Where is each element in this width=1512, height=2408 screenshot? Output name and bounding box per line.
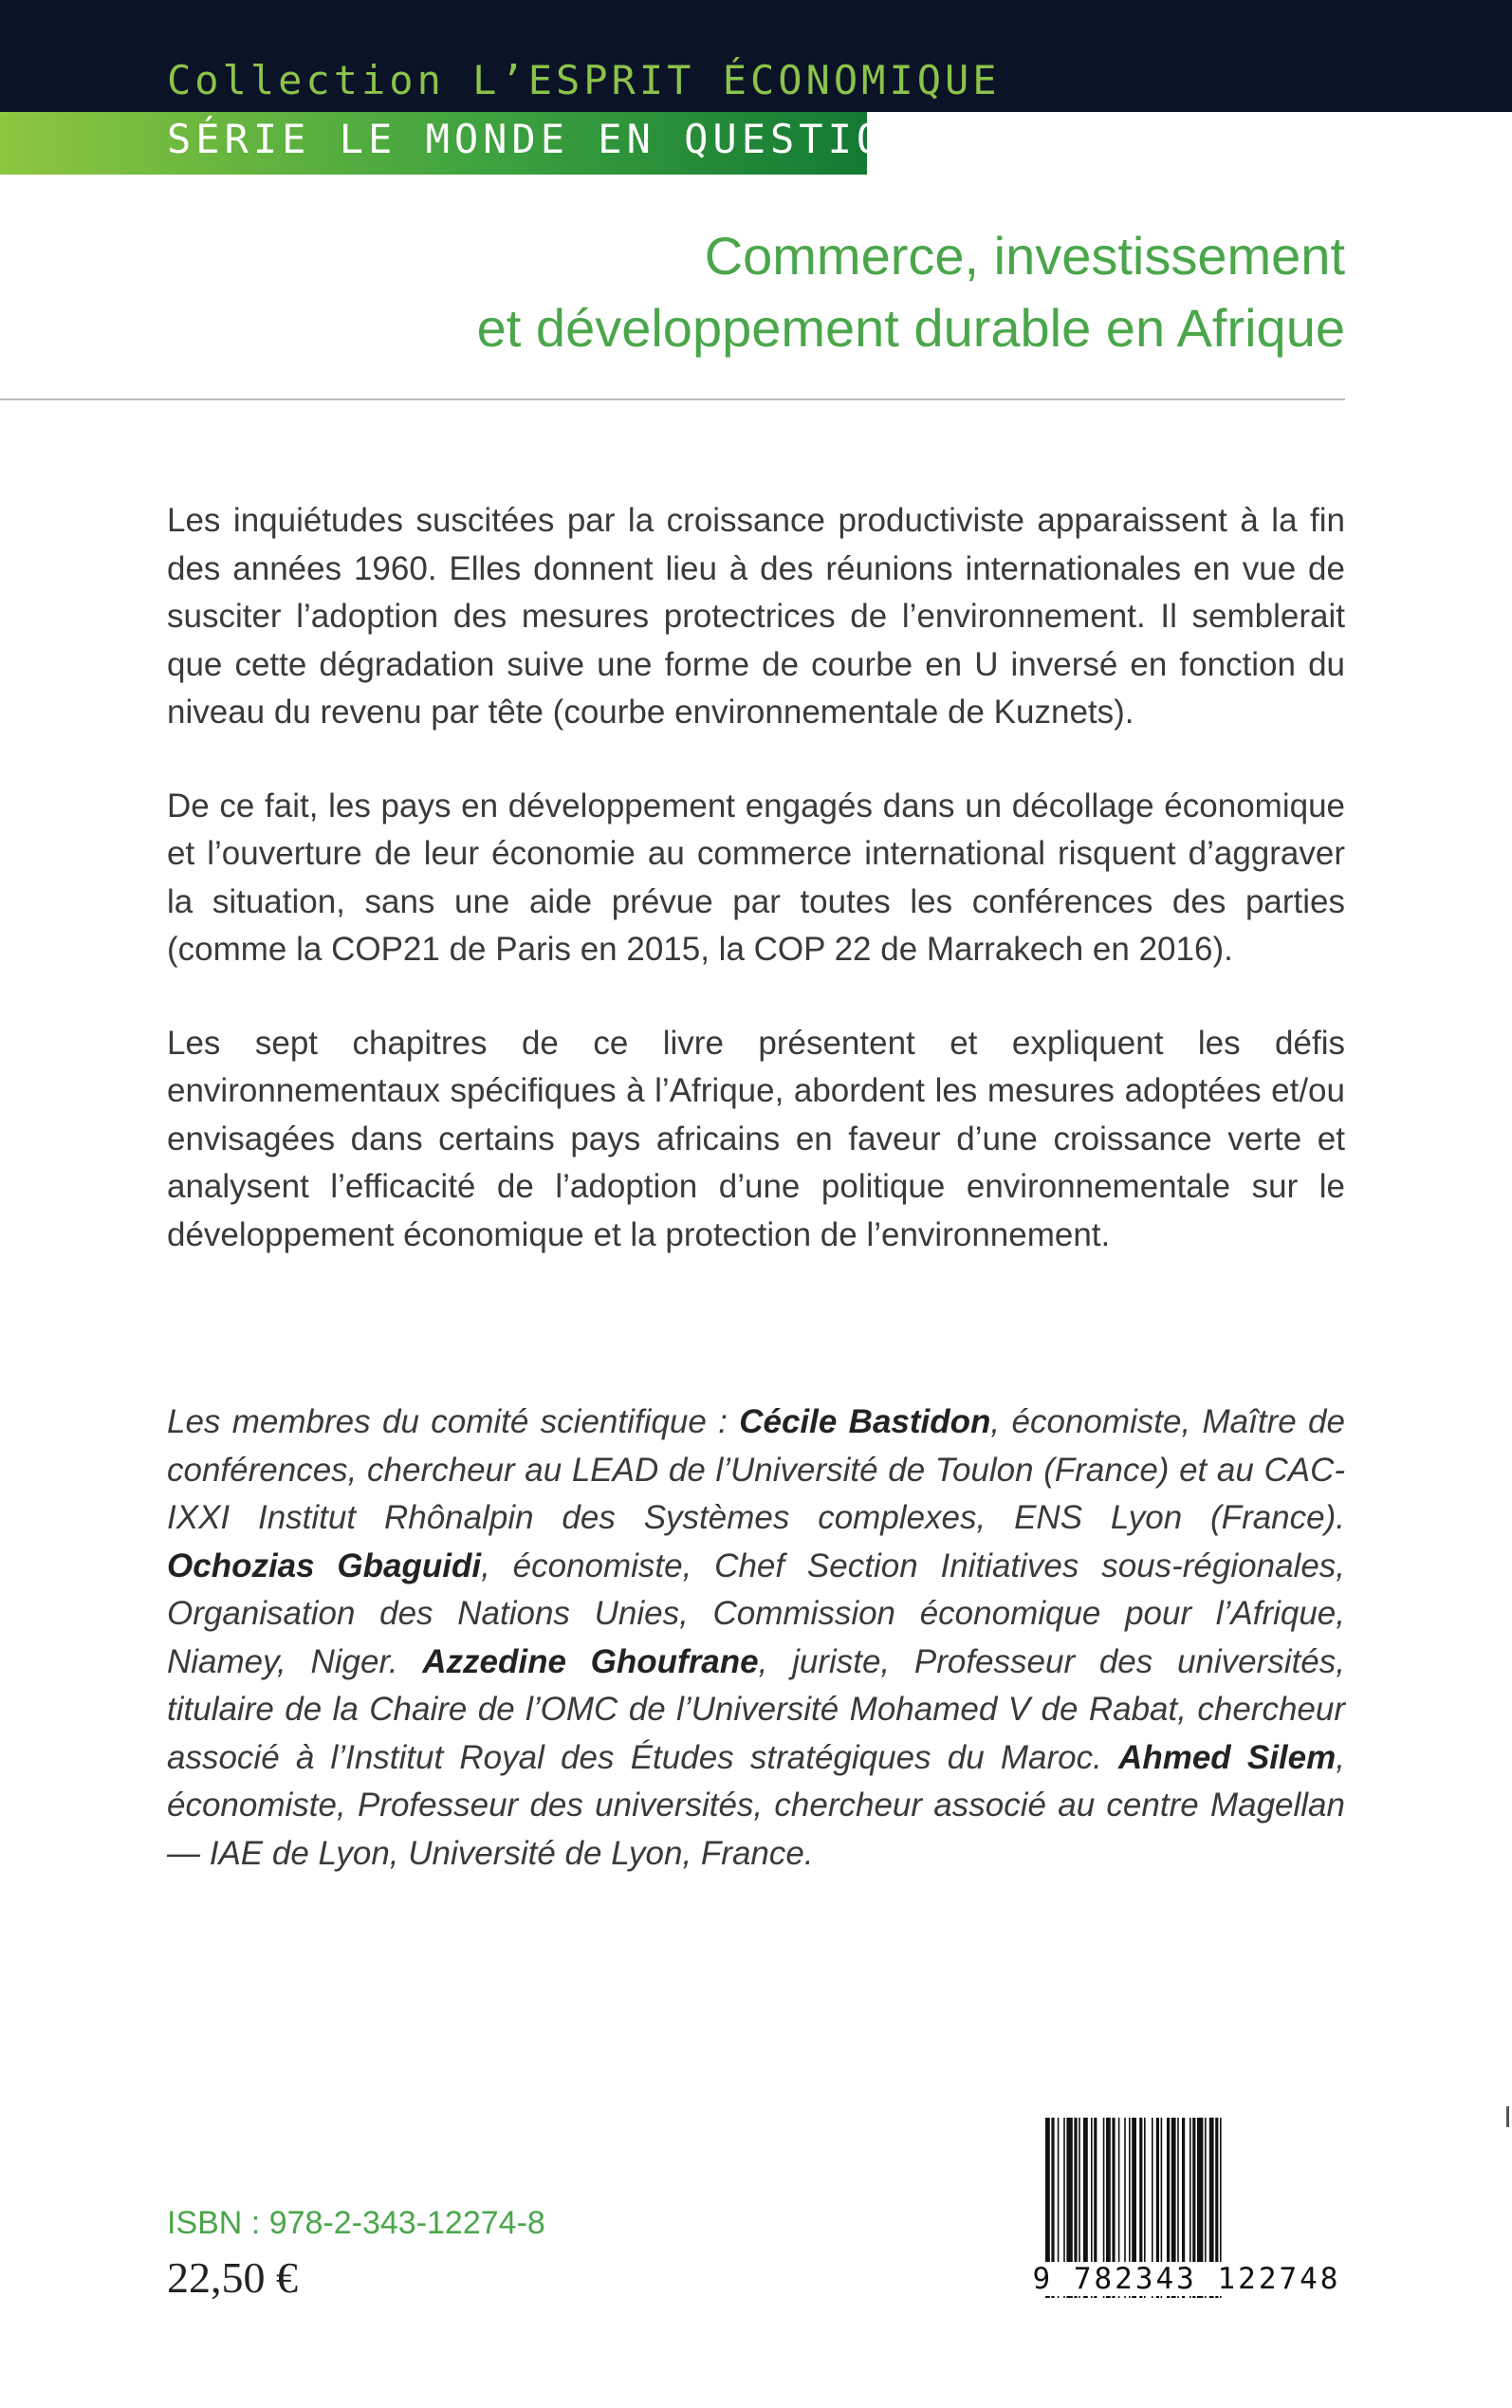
- summary-paragraph-2: De ce fait, les pays en développement engagés dans un décollage économique et l’ouverture de leur économie au commerce international risquent d’aggraver la situation, sans une aide prévue par toutes les conférences des parties (comme la COP21 de Paris en 2015, la COP 22 de Marrakech en 2016).: [167, 787, 1345, 968]
- member-name: Ochozias Gbaguidi: [167, 1547, 482, 1584]
- title-line-1: Commerce, investissement: [704, 226, 1345, 286]
- member-description: , économiste, Chef Section Initiatives sous-régionales, Organisation des Nations Unies, Commission économique pour l’Afrique, Niamey, Niger.: [167, 1547, 1346, 1680]
- collection-name: Collection L’ESPRIT ÉCONOMIQUE: [167, 57, 1001, 103]
- title-line-2: et développement durable en Afrique: [476, 298, 1345, 358]
- isbn-label: ISBN : 978-2-343-12274-8: [167, 2205, 545, 2241]
- summary-paragraph-1: Les inquiétudes suscitées par la croissance productiviste apparaissent à la fin des années 1960. Elles donnent lieu à des réunions internationales en vue de susciter l’adoption des mesures protectrices de l’environnement. Il semblerait que cette dégradation suive une forme de courbe en U inversé en fonction du niveau du revenu par tête (courbe environnementale de Kuznets).: [167, 502, 1345, 731]
- member-name: Ahmed Silem: [1118, 1738, 1337, 1776]
- member-description: , économiste, Professeur des universités, chercheur associé au centre Magellan — IAE de Lyon, Université de Lyon, France.: [167, 1738, 1345, 1872]
- trim-mark: [1506, 2106, 1509, 2127]
- scientific-committee: [167, 1398, 1345, 1878]
- member-description: , juriste, Professeur des universités, titulaire de la Chaire de l’OMC de l’Université Mohamed V de Rabat, chercheur associé à l’Institut Royal des Études stratégiques du Maroc.: [167, 1642, 1345, 1776]
- book-title: [207, 220, 1345, 364]
- price-label: 22,50 €: [167, 2253, 298, 2302]
- committee-intro: Les membres du comité scientifique :: [167, 1403, 740, 1440]
- summary-paragraph-3: Les sept chapitres de ce livre présentent et expliquent les défis environnementaux spécifiques à l’Afrique, abordent les mesures adoptées et/ou envisagées dans certains pays africains en faveur d’une croissance verte et analysent l’efficacité de l’adoption d’une politique environnementale sur le développement économique et la protection de l’environnement.: [167, 1024, 1345, 1253]
- member-name: Cécile Bastidon: [739, 1403, 991, 1440]
- serie-name: SÉRIE LE MONDE EN QUESTION: [167, 116, 914, 162]
- member-name: Azzedine Ghoufrane: [422, 1642, 759, 1680]
- member-description: , économiste, Maître de conférences, chercheur au LEAD de l’Université de Toulon (France) et au CAC-IXXI Institut Rhônalpin des Systèmes complexes, ENS Lyon (France).: [167, 1403, 1345, 1536]
- title-divider: [0, 398, 1345, 400]
- back-cover-summary: [167, 497, 1345, 1305]
- barcode-digits: 9 782343 122748: [1024, 2262, 1349, 2296]
